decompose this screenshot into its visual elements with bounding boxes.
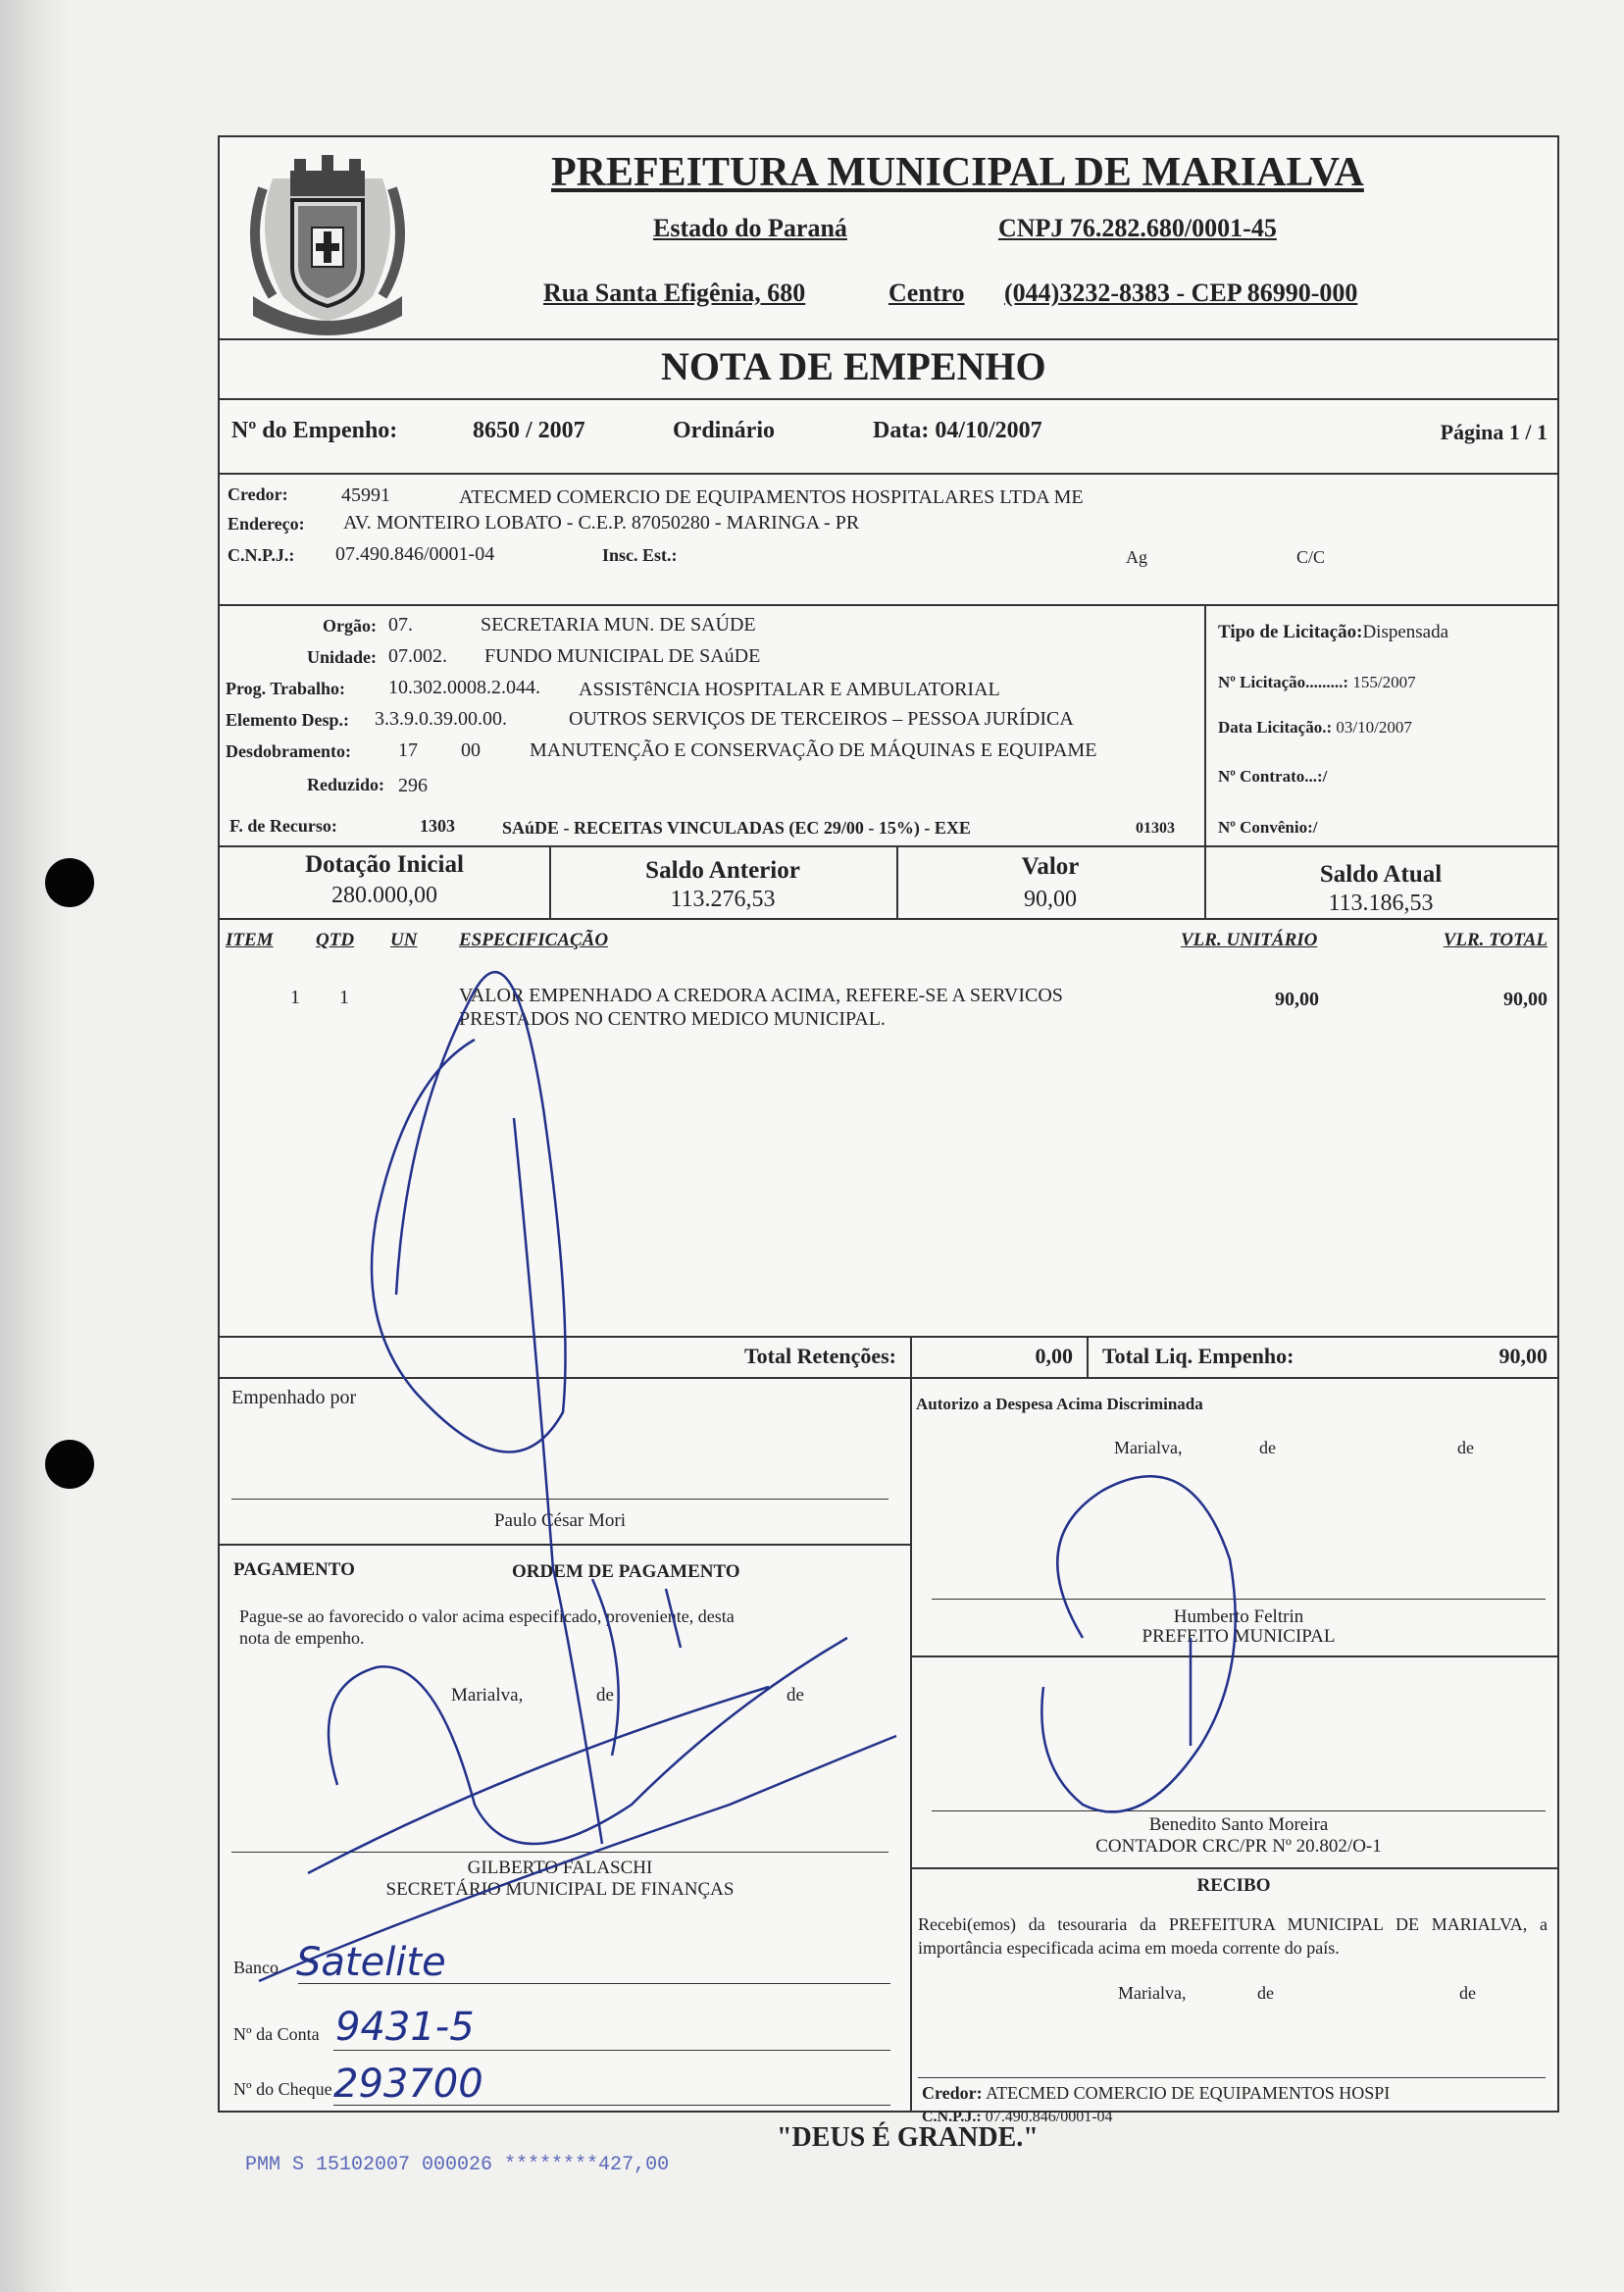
tipo-licitacao-value: Dispensada [1362, 622, 1449, 642]
page-number: Página 1 / 1 [1440, 420, 1548, 444]
licitacao-date-value: 03/10/2007 [1336, 718, 1412, 737]
punch-hole [45, 1440, 94, 1489]
pagamento-de-2: de [787, 1685, 804, 1706]
empenhado-por-nome: Paulo César Mori [493, 1510, 627, 1531]
reduzido-label: Reduzido: [306, 775, 384, 794]
recibo-cnpj-label: C.N.P.J.: [922, 2109, 982, 2125]
credor-cnpj: 07.490.846/0001-04 [335, 543, 495, 565]
col-item: ITEM [226, 930, 274, 950]
item-qtd: 1 [339, 987, 349, 1008]
punch-hole [45, 858, 94, 907]
item-spec-line2: PRESTADOS NO CENTRO MEDICO MUNICIPAL. [459, 1008, 886, 1030]
header-cnpj: CNPJ 76.282.680/0001-45 [998, 214, 1277, 242]
recibo-credor-nome: ATECMED COMERCIO DE EQUIPAMENTOS HOSPI [986, 2083, 1391, 2103]
empenho-type: Ordinário [673, 418, 776, 443]
col-especificacao: ESPECIFICAÇÃO [459, 930, 609, 950]
desdobramento-b: 00 [461, 739, 481, 761]
recibo-title: RECIBO [1196, 1875, 1271, 1896]
prog-trabalho-label: Prog. Trabalho: [226, 679, 346, 698]
saldo-atual-label: Saldo Atual [1319, 861, 1443, 888]
coat-of-arms-icon [233, 149, 422, 350]
header-district: Centro [888, 279, 965, 307]
recurso-number: 01303 [1136, 820, 1175, 837]
recurso-code: 1303 [420, 816, 455, 836]
desdobramento: MANUTENÇÃO E CONSERVAÇÃO DE MÁQUINAS E EQUIPAME [530, 739, 1097, 761]
prog-trabalho: ASSISTêNCIA HOSPITALAR E AMBULATORIAL [579, 679, 1000, 700]
banco-valor: Satelite [296, 1940, 446, 1985]
conta-valor: 9431-5 [335, 2005, 475, 2050]
empenho-number: 8650 / 2007 [473, 418, 585, 443]
recurso: SAúDE - RECEITAS VINCULADAS (EC 29/00 - 15%) - EXE [502, 818, 971, 838]
valor: 90,00 [1024, 887, 1077, 912]
unidade: FUNDO MUNICIPAL DE SAúDE [484, 645, 761, 667]
item-number: 1 [290, 987, 300, 1008]
convenio-label: Nº Convênio:/ [1218, 818, 1318, 837]
orgao-label: Orgão: [323, 616, 377, 636]
dotacao-inicial: 280.000,00 [331, 883, 437, 908]
dotacao-inicial-label: Dotação Inicial [305, 851, 464, 878]
total-retencoes-label: Total Retenções: [744, 1344, 896, 1368]
pagamento-texto-2: nota de empenho. [239, 1628, 365, 1648]
unidade-label: Unidade: [306, 647, 377, 667]
licitacao-number [1218, 673, 1416, 692]
autorizo-label: Autorizo a Despesa Acima Discriminada [916, 1395, 1203, 1413]
autorizo-de-1: de [1259, 1438, 1276, 1457]
credor-address: AV. MONTEIRO LOBATO - C.E.P. 87050280 - MARINGA - PR [343, 512, 860, 534]
contrato-label: Nº Contrato...:/ [1218, 767, 1328, 786]
autorizo-de-2: de [1457, 1438, 1474, 1457]
header-title: PREFEITURA MUNICIPAL DE MARIALVA [551, 150, 1364, 195]
unidade-code: 07.002. [388, 645, 447, 667]
footer-stamp: PMM S 15102007 000026 ********427,00 [245, 2154, 670, 2176]
saldo-anterior: 113.276,53 [670, 887, 776, 912]
tipo-licitacao [1218, 622, 1448, 643]
secretario-cargo: SECRETÁRIO MUNICIPAL DE FINANÇAS [385, 1879, 735, 1900]
pagamento-texto-1: Pague-se ao favorecido o valor acima especificado, proveniente, desta [239, 1606, 735, 1626]
col-un: UN [390, 930, 418, 950]
recibo-texto: Recebi(emos) da tesouraria da PREFEITURA MUNICIPAL DE MARIALVA, a importância especificada acima em moeda corrente do país. [918, 1914, 1548, 1958]
pagamento-label: PAGAMENTO [233, 1559, 355, 1580]
secretario-nome: GILBERTO FALASCHI [467, 1858, 653, 1878]
banco-label: Banco [233, 1958, 279, 1977]
pagamento-de-1: de [596, 1685, 614, 1706]
nota-de-empenho-form [218, 135, 1559, 2125]
recurso-label: F. de Recurso: [229, 816, 337, 836]
valor-label: Valor [1021, 853, 1080, 880]
elemento: OUTROS SERVIÇOS DE TERCEIROS – PESSOA JURÍDICA [569, 708, 1074, 730]
credor-cnpj-label: C.N.P.J.: [228, 545, 295, 565]
ordem-pagamento: ORDEM DE PAGAMENTO [512, 1561, 740, 1582]
saldo-anterior-label: Saldo Anterior [645, 857, 800, 884]
saldo-atual: 113.186,53 [1328, 891, 1434, 916]
tipo-licitacao-label: Tipo de Licitação: [1218, 622, 1363, 642]
licitacao-number-label: Nº Licitação.........: [1218, 673, 1349, 691]
licitacao-date [1218, 718, 1412, 738]
conta-label: Nº da Conta [233, 2024, 320, 2044]
licitacao-date-label: Data Licitação.: [1218, 718, 1333, 737]
empenhado-por-label: Empenhado por [231, 1387, 357, 1408]
elemento-label: Elemento Desp.: [226, 710, 349, 730]
endereco-label: Endereço: [228, 514, 305, 534]
recibo-cnpj-value: 07.490.846/0001-04 [985, 2109, 1113, 2125]
prefeito-cargo: PREFEITO MUNICIPAL [1142, 1626, 1336, 1647]
orgao-code: 07. [388, 614, 413, 636]
credor-name: ATECMED COMERCIO DE EQUIPAMENTOS HOSPITALARES LTDA ME [459, 486, 1084, 508]
credor-code: 45991 [341, 484, 390, 506]
item-vlr-total: 90,00 [1503, 989, 1548, 1010]
elemento-code: 3.3.9.0.39.00.00. [375, 708, 507, 730]
insc-est-label: Insc. Est.: [602, 545, 678, 565]
recibo-credor-label: Credor: [922, 2083, 983, 2103]
prog-trabalho-code: 10.302.0008.2.044. [388, 677, 540, 698]
licitacao-number-value: 155/2007 [1352, 673, 1416, 691]
cheque-label: Nº do Cheque [233, 2079, 332, 2099]
empenho-date: Data: 04/10/2007 [873, 418, 1042, 443]
autorizo-local: Marialva, [1114, 1438, 1183, 1457]
header-address: Rua Santa Efigênia, 680 [543, 279, 806, 307]
col-vlr-total: VLR. TOTAL [1443, 930, 1548, 950]
item-spec-line1: VALOR EMPENHADO A CREDORA ACIMA, REFERE-SE A SERVICOS [459, 985, 1063, 1006]
header-phone-cep: (044)3232-8383 - CEP 86990-000 [1004, 279, 1358, 307]
desdobramento-a: 17 [398, 739, 418, 761]
recibo-credor [922, 2083, 1390, 2104]
reduzido: 296 [398, 775, 428, 796]
item-vlr-unitario: 90,00 [1275, 989, 1319, 1010]
footer-motto: "DEUS É GRANDE." [777, 2122, 1039, 2153]
total-liquido-label: Total Liq. Empenho: [1102, 1344, 1294, 1368]
empenho-number-label: Nº do Empenho: [231, 418, 398, 443]
header-state: Estado do Paraná [653, 214, 847, 242]
doc-title: NOTA DE EMPENHO [661, 344, 1046, 388]
recibo-de-2: de [1459, 1983, 1476, 2003]
cc-label: C/C [1296, 547, 1326, 567]
credor-label: Credor: [228, 484, 288, 504]
recibo-de-1: de [1257, 1983, 1274, 2003]
col-vlr-unitario: VLR. UNITÁRIO [1181, 930, 1318, 950]
total-liquido: 90,00 [1498, 1344, 1548, 1368]
ag-label: Ag [1126, 547, 1147, 567]
recibo-local: Marialva, [1118, 1983, 1187, 2003]
cheque-valor: 293700 [333, 2062, 483, 2107]
orgao: SECRETARIA MUN. DE SAÚDE [481, 614, 756, 636]
desdobramento-label: Desdobramento: [226, 741, 351, 761]
scan-edge [0, 0, 69, 2292]
contador-cargo: CONTADOR CRC/PR Nº 20.802/O-1 [1095, 1836, 1382, 1857]
pagamento-local: Marialva, [451, 1685, 524, 1706]
prefeito-nome: Humberto Feltrin [1173, 1606, 1304, 1627]
contador-nome: Benedito Santo Moreira [1148, 1814, 1329, 1835]
col-qtd: QTD [316, 930, 355, 950]
total-retencoes: 0,00 [1035, 1344, 1073, 1368]
